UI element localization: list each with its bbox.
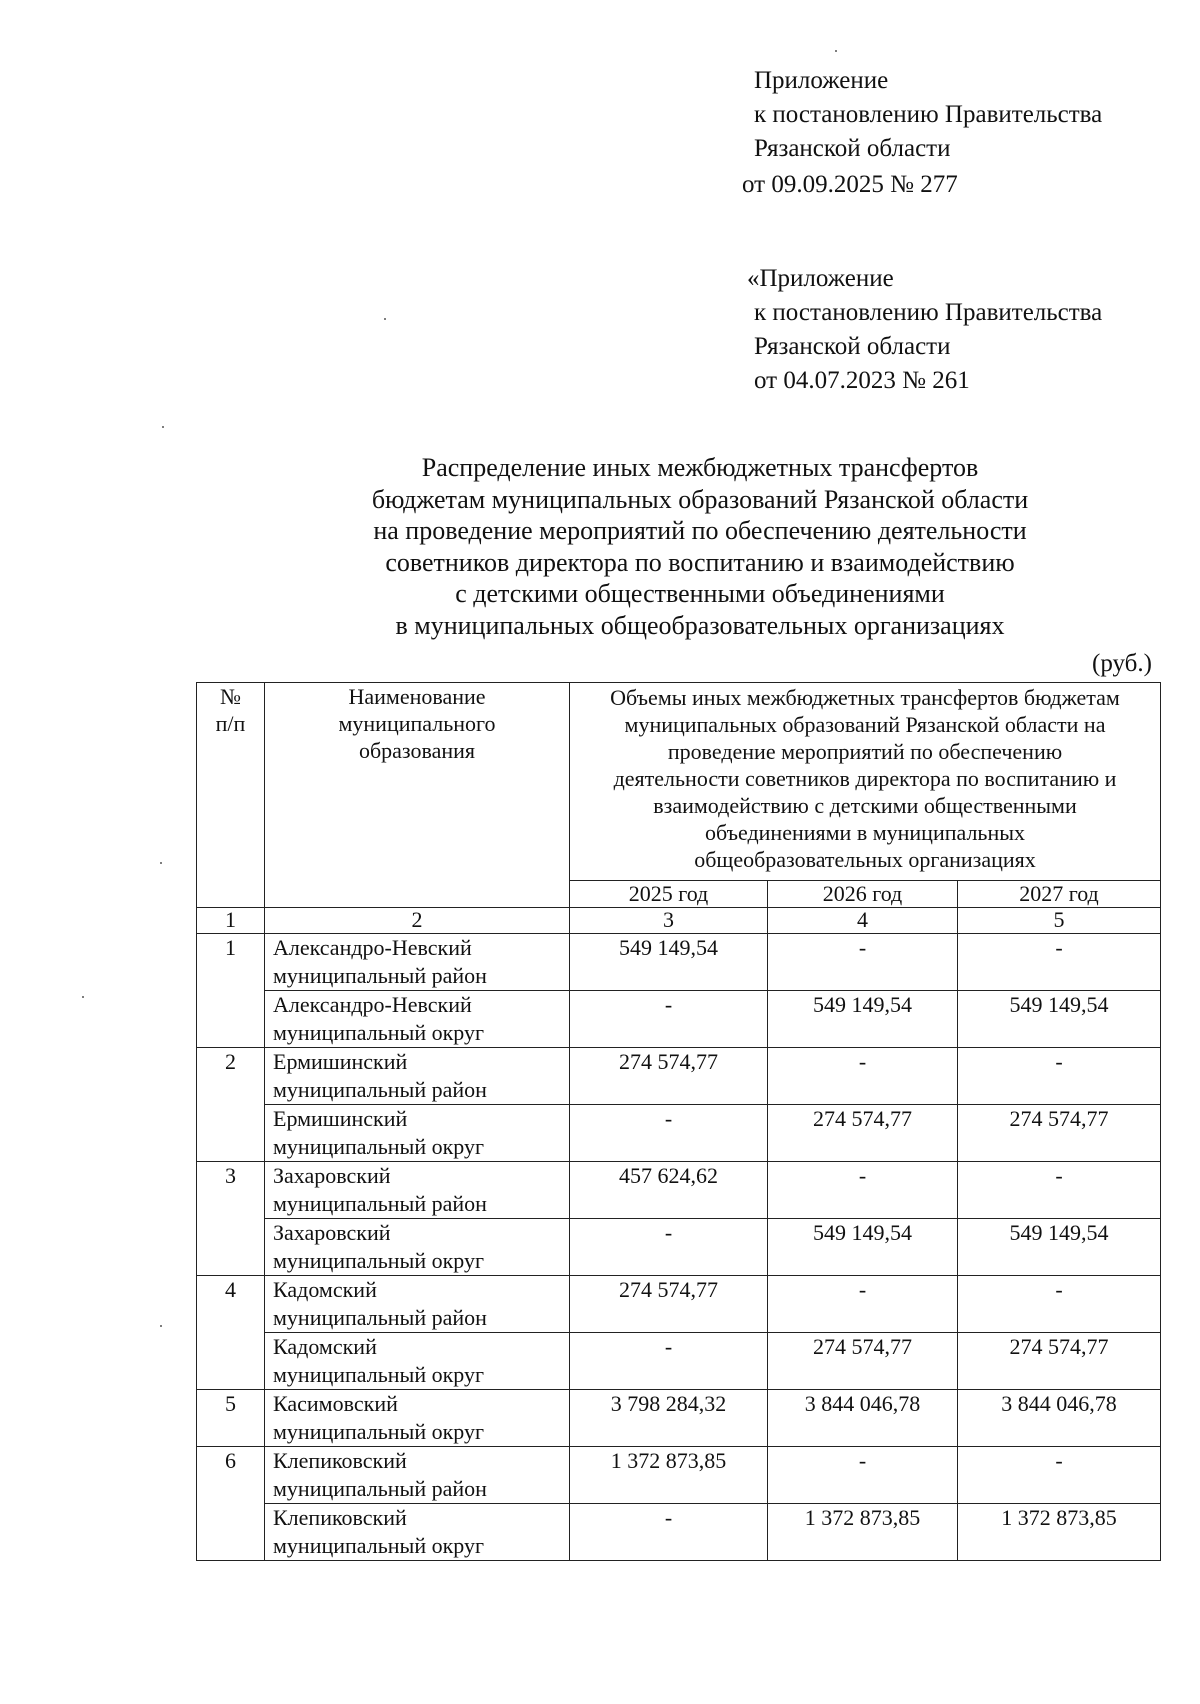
header-text: деятельности советников директора по воспитанию и [613, 766, 1117, 791]
table-row [197, 1333, 1161, 1390]
amount-2027: 1 372 873,85 [958, 1504, 1161, 1561]
amount-2026: 1 372 873,85 [768, 1504, 958, 1561]
amount-2026: - [768, 1048, 958, 1105]
municipality-name-line: Клепиковский [273, 1505, 407, 1530]
header-text: № [220, 684, 241, 709]
municipality-name [265, 1333, 570, 1390]
appendix-decree-ref: к постановлению Правительства [754, 299, 1103, 326]
amount-2027: 549 149,54 [958, 1219, 1161, 1276]
municipality-name [265, 991, 570, 1048]
amount-2025: 3 798 284,32 [570, 1390, 768, 1447]
scan-speck [160, 1325, 162, 1327]
municipality-name [265, 1105, 570, 1162]
municipality-name-line: Захаровский [273, 1220, 391, 1245]
header-text: п/п [215, 711, 246, 736]
title-line: с детскими общественными объединениями [455, 579, 945, 608]
row-number: 4 [197, 1276, 265, 1390]
scan-speck [835, 50, 837, 52]
municipality-name [265, 1390, 570, 1447]
municipality-name-line: Ермишинский [273, 1049, 408, 1074]
amount-2026: 549 149,54 [768, 1219, 958, 1276]
amount-2025: - [570, 1333, 768, 1390]
row-number: 1 [197, 934, 265, 1048]
scan-speck [384, 318, 386, 320]
municipality-name-line: Александро-Невский [273, 935, 472, 960]
scan-speck [162, 426, 164, 428]
header-text: образования [358, 738, 476, 763]
municipality-name [265, 1219, 570, 1276]
header-year-2027: 2027 год [958, 881, 1161, 908]
header-year-2026: 2026 год [768, 881, 958, 908]
amount-2027: 549 149,54 [958, 991, 1161, 1048]
column-number: 5 [958, 908, 1161, 934]
appendix-region: Рязанской области [754, 333, 951, 360]
table-row [197, 1105, 1161, 1162]
municipality-name-line: муниципальный округ [273, 1248, 485, 1273]
header-volumes [570, 683, 1161, 881]
table-row [197, 1390, 1161, 1447]
table-row [197, 1162, 1161, 1219]
municipality-name-line: муниципальный район [273, 1305, 487, 1330]
municipality-name [265, 1447, 570, 1504]
row-number: 3 [197, 1162, 265, 1276]
table-row [197, 1219, 1161, 1276]
appendix-current-header [742, 64, 1103, 202]
amount-2026: - [768, 1162, 958, 1219]
appendix-original-header [747, 262, 1103, 398]
appendix-region: Рязанской области [754, 135, 951, 162]
header-text: Объемы иных межбюджетных трансфертов бюджетам [610, 685, 1120, 710]
header-text: общеобразовательных организациях [694, 847, 1036, 872]
table-row [197, 991, 1161, 1048]
municipality-name-line: Александро-Невский [273, 992, 472, 1017]
amount-2025: - [570, 1219, 768, 1276]
title-line: советников директора по воспитанию и взаимодействию [385, 547, 1015, 577]
appendix-label: Приложение [754, 67, 889, 94]
municipality-name-line: муниципальный район [273, 963, 487, 988]
amount-2025: 457 624,62 [570, 1162, 768, 1219]
municipality-name-line: Касимовский [273, 1391, 398, 1416]
municipality-name-line: муниципальный округ [273, 1362, 485, 1387]
amount-2027: - [958, 1048, 1161, 1105]
row-number: 5 [197, 1390, 265, 1447]
amount-2026: - [768, 934, 958, 991]
header-number [197, 683, 265, 908]
municipality-name-line: муниципальный округ [273, 1134, 485, 1159]
amount-2027: - [958, 1162, 1161, 1219]
table-row [197, 1276, 1161, 1333]
amount-2026: - [768, 1276, 958, 1333]
municipality-name-line: муниципальный округ [273, 1533, 485, 1558]
column-number: 1 [197, 908, 265, 934]
header-municipality [265, 683, 570, 908]
municipality-name-line: муниципальный район [273, 1191, 487, 1216]
amount-2025: - [570, 1105, 768, 1162]
column-numbers-row [197, 908, 1161, 934]
units-label: (руб.) [1092, 650, 1152, 677]
amount-2026: 3 844 046,78 [768, 1390, 958, 1447]
appendix-label: «Приложение [747, 265, 894, 292]
municipality-name-line: муниципальный округ [273, 1419, 485, 1444]
municipality-name-line: муниципальный район [273, 1077, 487, 1102]
header-text: муниципального [338, 711, 496, 736]
header-text: взаимодействию с детскими общественными [653, 793, 1077, 818]
table-row [197, 1447, 1161, 1504]
amount-2025: 549 149,54 [570, 934, 768, 991]
municipality-name-line: муниципальный район [273, 1476, 487, 1501]
amount-2026: 274 574,77 [768, 1105, 958, 1162]
table-row [197, 934, 1161, 991]
header-text: Наименование [348, 684, 486, 709]
column-number: 4 [768, 908, 958, 934]
column-number: 2 [265, 908, 570, 934]
appendix-date: от 09.09.2025 № 277 [742, 171, 958, 198]
title-line: бюджетам муниципальных образований Рязанской области [371, 484, 1029, 514]
amount-2027: - [958, 1447, 1161, 1504]
amount-2027: 3 844 046,78 [958, 1390, 1161, 1447]
municipality-name-line: Ермишинский [273, 1106, 408, 1131]
title-line: в муниципальных общеобразовательных организациях [395, 610, 1005, 640]
amount-2025: - [570, 1504, 768, 1561]
municipality-name-line: Кадомский [273, 1277, 377, 1302]
amount-2027: - [958, 934, 1161, 991]
scan-speck [160, 862, 162, 864]
amount-2027: 274 574,77 [958, 1105, 1161, 1162]
title-line: на проведение мероприятий по обеспечению деятельности [373, 516, 1027, 545]
municipality-name-line: Кадомский [273, 1334, 377, 1359]
amount-2027: - [958, 1276, 1161, 1333]
amount-2025: 274 574,77 [570, 1276, 768, 1333]
municipality-name-line: Клепиковский [273, 1448, 407, 1473]
municipality-name [265, 1504, 570, 1561]
amount-2025: 274 574,77 [570, 1048, 768, 1105]
title-line: Распределение иных межбюджетных трансфертов [421, 453, 979, 482]
amount-2026: - [768, 1447, 958, 1504]
municipality-name [265, 1276, 570, 1333]
municipality-name [265, 1162, 570, 1219]
municipality-name-line: муниципальный округ [273, 1020, 485, 1045]
column-number: 3 [570, 908, 768, 934]
municipality-name [265, 934, 570, 991]
header-year-2025: 2025 год [570, 881, 768, 908]
scan-speck [82, 996, 84, 998]
municipality-name [265, 1048, 570, 1105]
amount-2025: - [570, 991, 768, 1048]
table-row [197, 1504, 1161, 1561]
amount-2027: 274 574,77 [958, 1333, 1161, 1390]
document-title [200, 452, 1200, 641]
transfers-table [196, 682, 1161, 1561]
row-number: 2 [197, 1048, 265, 1162]
appendix-decree-ref: к постановлению Правительства [754, 101, 1103, 128]
amount-2026: 274 574,77 [768, 1333, 958, 1390]
amount-2026: 549 149,54 [768, 991, 958, 1048]
appendix-date: от 04.07.2023 № 261 [754, 367, 970, 394]
row-number: 6 [197, 1447, 265, 1561]
header-text: муниципальных образований Рязанской области на [624, 712, 1106, 737]
header-text: объединениями в муниципальных [704, 820, 1026, 845]
amount-2025: 1 372 873,85 [570, 1447, 768, 1504]
municipality-name-line: Захаровский [273, 1163, 391, 1188]
table-row [197, 1048, 1161, 1105]
header-text: проведение мероприятий по обеспечению [667, 739, 1063, 764]
